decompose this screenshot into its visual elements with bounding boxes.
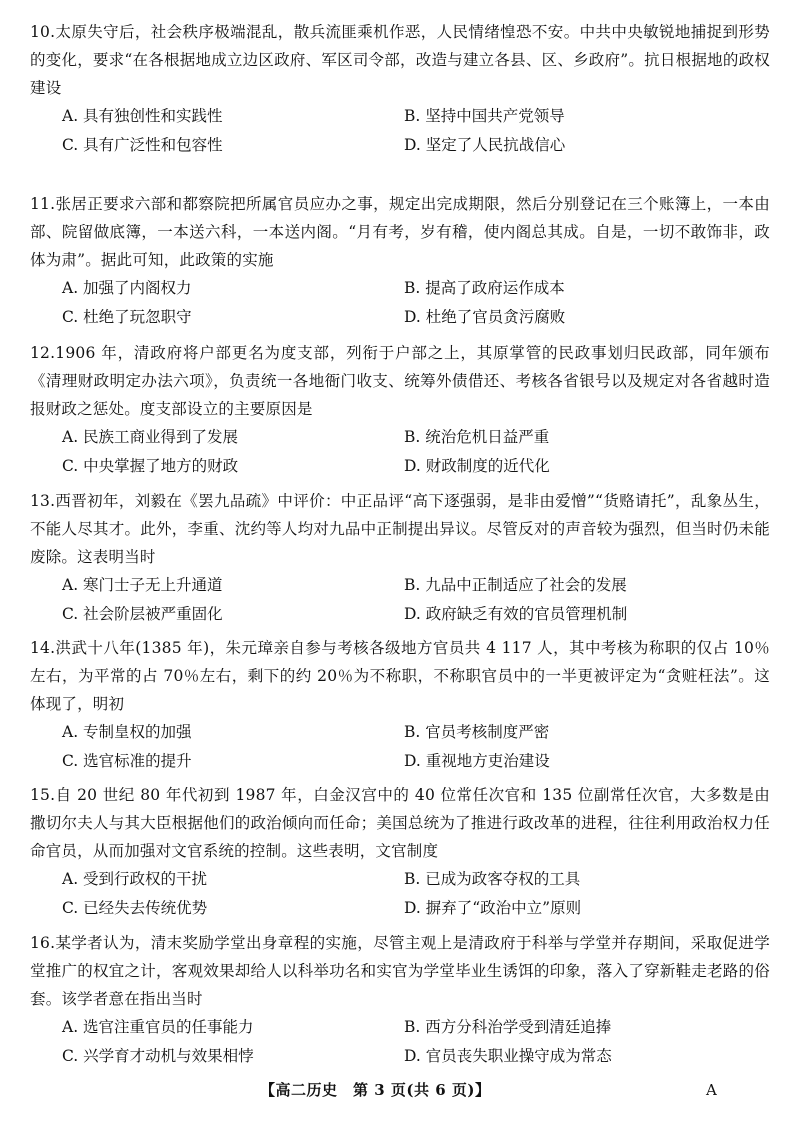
question-11 — [30, 190, 770, 332]
question-15 — [30, 781, 770, 923]
options — [62, 718, 770, 776]
option-c: C. 具有广泛性和包容性 — [62, 136, 223, 154]
option-a: A. 加强了内阁权力 — [62, 279, 192, 297]
question-13 — [30, 487, 770, 629]
option-b: B. 西方分科治学受到清廷追捧 — [404, 1018, 612, 1036]
option-b: B. 九品中正制适应了社会的发展 — [404, 576, 627, 594]
question-number: 16. — [30, 934, 56, 952]
question-stem: 洪武十八年(1385 年)，朱元璋亲自参与考核各级地方官员共 4 117 人，其中考核为称职的仅占 10％左右，为平常的占 70％左右，剩下的约 20％为不称职，不称职官员中的一半更被评定为“贪赃枉法”。这体现了，明初 — [30, 639, 770, 713]
question-number: 13. — [30, 492, 56, 510]
option-a: A. 具有独创性和实践性 — [62, 107, 223, 125]
option-c: C. 已经失去传统优势 — [62, 899, 208, 917]
option-d: D. 杜绝了官员贪污腐败 — [404, 308, 566, 326]
question-16 — [30, 929, 770, 1071]
option-d: D. 重视地方吏治建设 — [404, 752, 550, 770]
options — [62, 571, 770, 629]
option-d: D. 财政制度的近代化 — [404, 457, 550, 475]
question-12 — [30, 339, 770, 481]
question-number: 15. — [30, 786, 56, 804]
question-stem: 1906 年，清政府将户部更名为度支部，列衔于户部之上，其原掌管的民政事划归民政部，同年颁布《清理财政明定办法六项》，负责统一各地衙门收支、统筹外债借还、考核各省银号以及规定对各省越时造报财政之惩处。度支部设立的主要原因是 — [30, 344, 770, 418]
question-number: 11. — [30, 195, 56, 213]
question-14 — [30, 634, 770, 776]
option-b: B. 已成为政客夺权的工具 — [404, 870, 581, 888]
option-c: C. 兴学育才动机与效果相悖 — [62, 1047, 254, 1065]
option-d: D. 坚定了人民抗战信心 — [404, 136, 566, 154]
question-stem: 西晋初年，刘毅在《罢九品疏》中评价：中正品评“高下逐强弱，是非由爱憎”“货赂请托”，乱象丛生，不能人尽其才。此外，李重、沈约等人均对九品中正制提出异议。尽管反对的声音较为强烈，但当时仍未能废除。这表明当时 — [30, 492, 770, 566]
question-stem: 自 20 世纪 80 年代初到 1987 年，白金汉宫中的 40 位常任次官和 135 位副常任次官，大多数是由撒切尔夫人与其大臣根据他们的政治倾向而任命；美国总统为了推进行政改革的进程，往往利用政治权力任命官员，从而加强对文官系统的控制。这些表明，文官制度 — [30, 786, 770, 860]
options — [62, 865, 770, 923]
question-number: 10. — [30, 23, 56, 41]
options — [62, 1013, 770, 1071]
question-10 — [30, 18, 770, 160]
options — [62, 423, 770, 481]
footer-page-info: 【高二历史 第 3 页(共 6 页)】 — [260, 1081, 491, 1099]
option-a: A. 受到行政权的干扰 — [62, 870, 208, 888]
question-stem: 太原失守后，社会秩序极端混乱，散兵流匪乘机作恶，人民情绪惶恐不安。中共中央敏锐地捕捉到形势的变化，要求“在各根据地成立边区政府、军区司令部，改造与建立各县、区、乡政府”。抗日根据地的政权建设 — [30, 23, 770, 97]
option-c: C. 中央掌握了地方的财政 — [62, 457, 239, 475]
option-b: B. 坚持中国共产党领导 — [404, 107, 565, 125]
options — [62, 274, 770, 332]
question-number: 12. — [30, 344, 56, 362]
question-number: 14. — [30, 639, 56, 657]
page-footer — [0, 1079, 794, 1103]
option-c: C. 杜绝了玩忽职守 — [62, 308, 192, 326]
question-stem: 张居正要求六部和都察院把所属官员应办之事，规定出完成期限，然后分别登记在三个账簿上，一本由部、院留做底簿，一本送六科，一本送内阁。“月有考，岁有稽，使内阁总其成。自是，一切不敢饰非，政体为肃”。据此可知，此政策的实施 — [30, 195, 770, 269]
option-a: A. 专制皇权的加强 — [62, 723, 192, 741]
option-d: D. 官员丧失职业操守成为常态 — [404, 1047, 612, 1065]
option-b: B. 提高了政府运作成本 — [404, 279, 565, 297]
paper-version-mark: A — [706, 1081, 717, 1099]
option-a: A. 选官注重官员的任事能力 — [62, 1018, 254, 1036]
option-c: C. 社会阶层被严重固化 — [62, 605, 223, 623]
option-a: A. 寒门士子无上升通道 — [62, 576, 223, 594]
option-d: D. 摒弃了“政治中立”原则 — [404, 899, 582, 917]
option-b: B. 官员考核制度严密 — [404, 723, 550, 741]
option-a: A. 民族工商业得到了发展 — [62, 428, 239, 446]
option-d: D. 政府缺乏有效的官员管理机制 — [404, 605, 628, 623]
question-stem: 某学者认为，清末奖励学堂出身章程的实施，尽管主观上是清政府于科举与学堂并存期间，采取促进学堂推广的权宜之计，客观效果却给人以科举功名和实官为学堂毕业生诱饵的印象，落入了穿新鞋走老路的俗套。该学者意在指出当时 — [30, 934, 770, 1008]
option-c: C. 选官标准的提升 — [62, 752, 192, 770]
options — [62, 102, 770, 160]
option-b: B. 统治危机日益严重 — [404, 428, 550, 446]
